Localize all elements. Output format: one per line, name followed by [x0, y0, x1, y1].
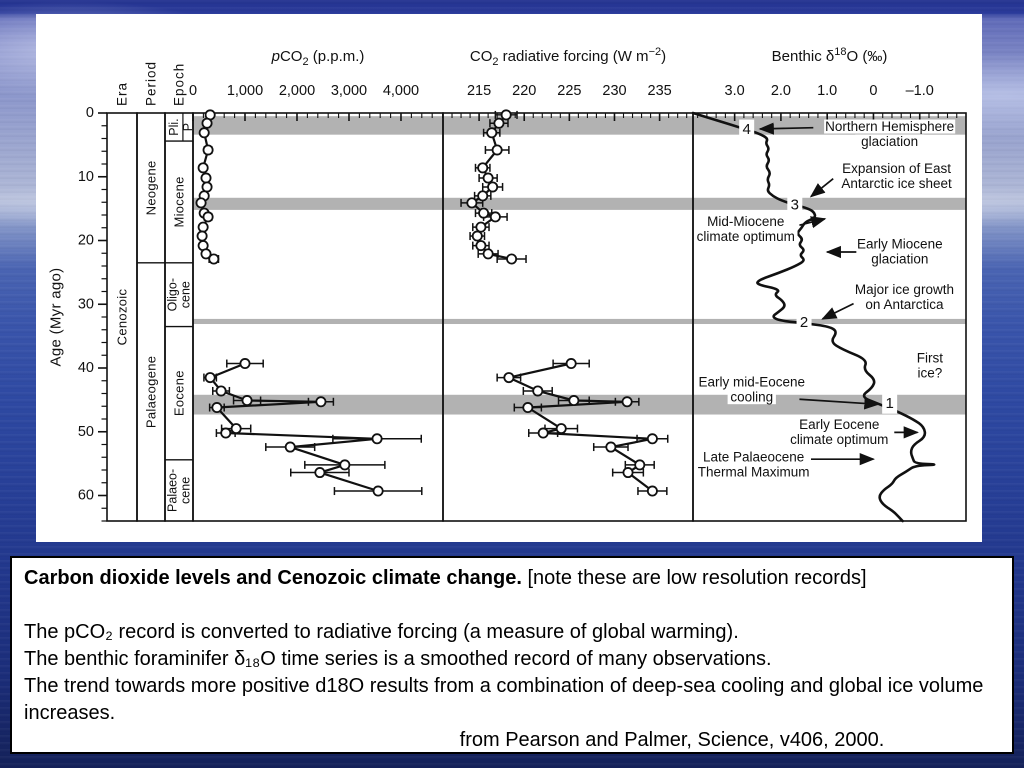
svg-text:cene: cene: [178, 281, 193, 309]
svg-text:glaciation: glaciation: [871, 251, 929, 267]
svg-text:Early mid-Eocene: Early mid-Eocene: [698, 374, 806, 390]
svg-text:Pli.: Pli.: [166, 118, 181, 136]
svg-text:230: 230: [602, 83, 627, 99]
svg-text:Eocene: Eocene: [171, 370, 187, 417]
svg-text:40: 40: [77, 360, 94, 376]
svg-text:Late Palaeocene: Late Palaeocene: [702, 449, 805, 465]
svg-text:215: 215: [466, 83, 492, 99]
svg-text:Period: Period: [143, 60, 159, 106]
svg-text:Expansion of East: Expansion of East: [842, 161, 952, 177]
svg-text:60: 60: [77, 487, 94, 504]
svg-text:220: 220: [512, 83, 537, 99]
svg-text:P: P: [180, 122, 195, 132]
svg-text:2,000: 2,000: [278, 83, 316, 99]
svg-text:Early Eocene: Early Eocene: [799, 416, 880, 432]
caption-attribution: from Pearson and Palmer, Science, v406, 2000.: [459, 729, 885, 751]
svg-text:0: 0: [85, 105, 94, 121]
svg-text:Age (Myr ago): Age (Myr ago): [47, 267, 65, 367]
svg-text:2.0: 2.0: [770, 83, 792, 99]
caption-body-line-2: The benthic foraminifer δ₁₈O time series is a smoothed record of many observations.: [24, 648, 772, 670]
svg-text:First: First: [916, 350, 944, 366]
svg-text:4: 4: [742, 121, 751, 139]
svg-text:3: 3: [790, 196, 799, 214]
svg-text:3.0: 3.0: [724, 83, 745, 99]
svg-text:1,000: 1,000: [226, 83, 264, 99]
svg-text:20: 20: [77, 232, 94, 249]
svg-text:1.0: 1.0: [817, 83, 838, 99]
svg-text:30: 30: [77, 296, 94, 313]
caption-title-line: [24, 565, 1000, 592]
svg-text:Mid-Miocene: Mid-Miocene: [707, 214, 785, 230]
svg-text:4,000: 4,000: [382, 83, 420, 99]
svg-text:Benthic δ18O (‰): Benthic $\delta^{18}O$ (‰): [771, 46, 888, 65]
svg-text:3,000: 3,000: [330, 83, 368, 99]
svg-text:Northern Hemisphere: Northern Hemisphere: [825, 119, 955, 135]
caption-title: Carbon dioxide levels and Cenozoic climate change.: [24, 567, 522, 589]
svg-text:Epoch: Epoch: [171, 62, 187, 106]
svg-text:Oligo-: Oligo-: [165, 278, 180, 312]
svg-text:pCO2 (p.p.m.): pCO$_2$ (p.p.m.): [271, 48, 365, 68]
svg-text:Thermal Maximum: Thermal Maximum: [697, 464, 810, 480]
svg-text:Era: Era: [114, 81, 130, 106]
caption-note: [note these are low resolution records]: [521, 567, 867, 589]
svg-text:50: 50: [77, 423, 94, 440]
svg-text:225: 225: [557, 83, 582, 99]
svg-text:–1.0: –1.0: [905, 83, 934, 99]
svg-text:Antarctic ice sheet: Antarctic ice sheet: [841, 176, 952, 192]
svg-text:cooling: cooling: [730, 389, 774, 405]
svg-text:CO2 radiative forcing (W m−2): $CO_2$ radiative forcing (W $m^{-2}$): [469, 46, 667, 68]
svg-text:Major ice growth: Major ice growth: [854, 282, 954, 298]
svg-text:Miocene: Miocene: [171, 176, 187, 228]
svg-text:on Antarctica: on Antarctica: [865, 297, 944, 313]
svg-text:Cenozoic: Cenozoic: [114, 288, 130, 346]
caption-box: [10, 556, 1014, 754]
svg-text:climate optimum: climate optimum: [696, 229, 795, 245]
cenozoic-climate-chart: [36, 14, 982, 542]
svg-text:cene: cene: [178, 476, 193, 504]
caption-body-line-1: The pCO₂ record is converted to radiative forcing (a measure of global warming).: [24, 621, 739, 643]
caption-body-line-3: The trend towards more positive d18O results from a combination of deep-sea cooling and global ice volume increases.: [24, 675, 984, 724]
svg-text:1: 1: [885, 395, 894, 413]
svg-text:climate optimum: climate optimum: [790, 431, 889, 447]
svg-text:Early Miocene: Early Miocene: [857, 236, 943, 252]
svg-text:235: 235: [647, 83, 672, 99]
svg-text:glaciation: glaciation: [861, 134, 919, 150]
svg-text:10: 10: [77, 168, 94, 185]
svg-text:Palaeo-: Palaeo-: [165, 468, 180, 512]
svg-text:2: 2: [799, 314, 809, 332]
svg-text:0: 0: [188, 83, 198, 99]
svg-text:0: 0: [869, 83, 878, 99]
svg-text:ice?: ice?: [917, 365, 943, 381]
svg-text:Palaeogene: Palaeogene: [143, 355, 159, 429]
figure-panel: [36, 14, 982, 542]
svg-text:Neogene: Neogene: [143, 160, 159, 216]
